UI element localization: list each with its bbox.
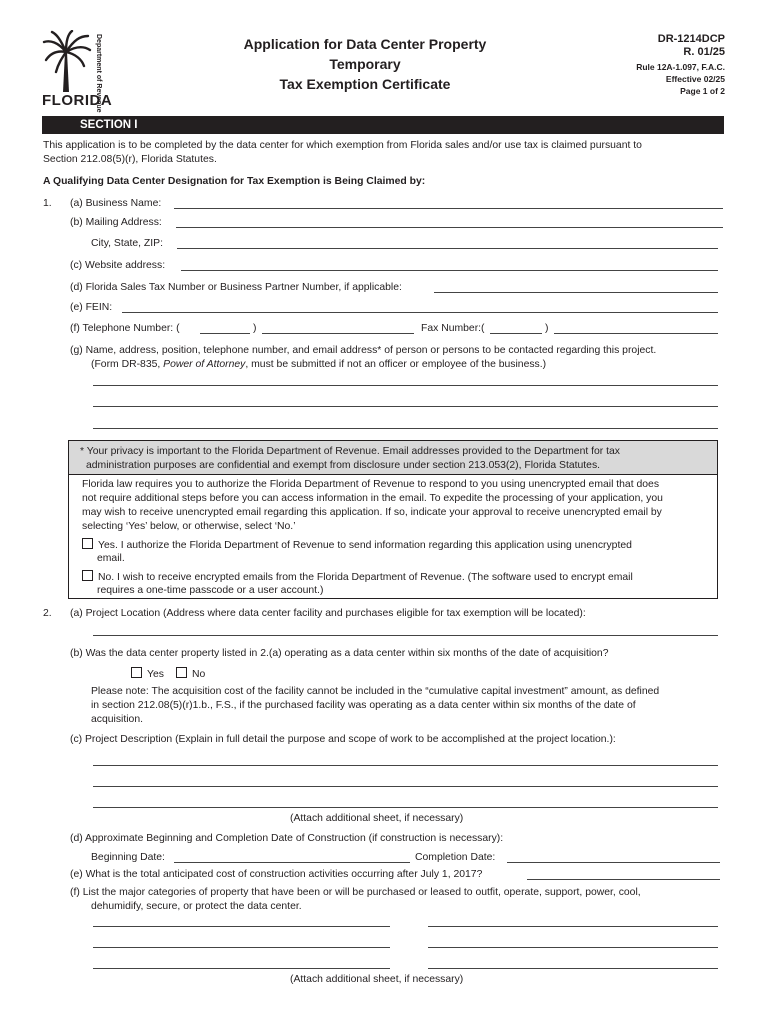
fax-number-field[interactable]	[554, 333, 718, 334]
operating-yes-checkbox[interactable]	[131, 667, 142, 678]
business-name-label: (a) Business Name:	[70, 198, 162, 209]
completion-date-field[interactable]	[507, 862, 720, 863]
website-field[interactable]	[181, 270, 718, 271]
business-name-field[interactable]	[174, 208, 723, 209]
email-no-checkbox[interactable]	[82, 570, 93, 581]
contact-person-field-2[interactable]	[93, 406, 718, 407]
property-category-field-3[interactable]	[93, 947, 390, 948]
mailing-address-label: (b) Mailing Address:	[70, 217, 162, 228]
operating-yes-text: Yes	[147, 669, 164, 680]
project-description-label: (c) Project Description (Explain in full detail the purpose and scope of work to be accomplished at the project location.):	[70, 734, 616, 745]
form-meta	[636, 33, 725, 97]
form-title	[200, 34, 530, 94]
telephone-paren: )	[253, 323, 257, 334]
privacy-notice-line-2: administration purposes are confidential and exempt from disclosure under section 213.053(2), Florida Statutes.	[86, 460, 601, 471]
operating-no-checkbox[interactable]	[176, 667, 187, 678]
privacy-notice-line-1: * Your privacy is important to the Florida Department of Revenue. Email addresses provided to the Department for tax	[80, 446, 621, 457]
fein-label: (e) FEIN:	[70, 302, 113, 313]
sales-tax-number-label: (d) Florida Sales Tax Number or Business Partner Number, if applicable:	[70, 282, 402, 293]
fax-label: Fax Number:(	[421, 323, 485, 334]
project-location-field[interactable]	[93, 635, 718, 636]
operating-no-text: No	[192, 669, 206, 680]
construction-cost-label: (e) What is the total anticipated cost of construction activities occurring after July 1, 2017?	[70, 869, 483, 880]
email-law-line-1: Florida law requires you to authorize the Florida Department of Revenue to respond to you using unencrypted email that does	[82, 479, 660, 490]
contact-person-field-1[interactable]	[93, 385, 718, 386]
sales-tax-number-field[interactable]	[434, 292, 718, 293]
form-effective: Effective 02/25	[665, 74, 725, 84]
form-number: DR-1214DCP	[657, 33, 725, 45]
fax-paren: )	[545, 323, 549, 334]
operating-no-option	[176, 667, 205, 682]
email-no-text-2: requires a one-time passcode or a user account.)	[97, 585, 324, 596]
project-description-field-3[interactable]	[93, 807, 718, 808]
florida-dor-logo	[42, 30, 113, 113]
property-category-field-5[interactable]	[93, 968, 390, 969]
project-location-label: (a) Project Location (Address where data center facility and purchases eligible for tax exemption will be located):	[70, 608, 586, 619]
email-yes-text-2: email.	[97, 553, 125, 564]
contact-note-part-1: (Form DR-835,	[91, 359, 164, 370]
email-no-text: No. I wish to receive encrypted emails from the Florida Department of Revenue. (The software used to encrypt email	[98, 572, 633, 583]
email-law-line-4: selecting ‘Yes’ below, or otherwise, select ‘No.’	[82, 521, 296, 532]
property-categories-label-2: dehumidify, secure, or protect the data center.	[91, 901, 302, 912]
fax-area-code-field[interactable]	[490, 333, 542, 334]
operating-question-label: (b) Was the data center property listed in 2.(a) operating as a data center within six months of the date of acquisition?	[70, 648, 609, 659]
power-of-attorney-text: Power of Attorney	[163, 359, 246, 370]
form-revision: R. 01/25	[683, 46, 725, 58]
mailing-address-field[interactable]	[176, 227, 723, 228]
item-2-number: 2.	[43, 608, 52, 619]
contact-person-note	[91, 358, 546, 372]
completion-date-label: Completion Date:	[415, 852, 496, 863]
designation-heading: A Qualifying Data Center Designation for Tax Exemption is Being Claimed by:	[43, 176, 426, 187]
contact-note-part-3: , must be submitted if not an officer or employee of the business.)	[245, 359, 547, 370]
dept-vertical-text: Department of Revenue	[95, 34, 102, 113]
city-state-zip-label: City, State, ZIP:	[91, 238, 163, 249]
property-category-field-1[interactable]	[93, 926, 390, 927]
acquisition-note-3: acquisition.	[91, 714, 143, 725]
acquisition-note-2: in section 212.08(5)(r)1.b., F.S., if the purchased facility was operating as a data center within six months of the date of	[91, 700, 636, 711]
telephone-label: (f) Telephone Number: (	[70, 323, 180, 334]
fein-field[interactable]	[122, 312, 718, 313]
title-line-3: Tax Exemption Certificate	[279, 76, 451, 92]
beginning-date-label: Beginning Date:	[91, 852, 165, 863]
email-yes-checkbox[interactable]	[82, 538, 93, 549]
telephone-area-code-field[interactable]	[200, 333, 250, 334]
section-1-title: SECTION I	[80, 119, 138, 131]
florida-logo-text: FLORIDA	[42, 92, 113, 109]
email-no-option	[82, 570, 633, 585]
email-law-line-3: may wish to receive unencrypted email regarding this application. If so, indicate your approval to receive unencrypted email by	[82, 507, 662, 518]
page-number: Page 1 of 2	[680, 86, 725, 96]
website-label: (c) Website address:	[70, 260, 166, 271]
section-1-bar	[42, 116, 724, 134]
beginning-date-field[interactable]	[174, 862, 410, 863]
property-categories-label-1: (f) List the major categories of property that have been or will be purchased or leased to outfit, operate, support, power, cool,	[70, 887, 641, 898]
title-line-2: Temporary	[329, 56, 401, 72]
operating-yes-option	[131, 667, 164, 682]
project-description-field-1[interactable]	[93, 765, 718, 766]
intro-text-2: Section 212.08(5)(r), Florida Statutes.	[43, 154, 217, 165]
email-law-line-2: not require additional steps before you can access information in the email. To expedite the processing of your application, you	[82, 493, 663, 504]
property-category-field-4[interactable]	[428, 947, 718, 948]
contact-person-label: (g) Name, address, position, telephone number, and email address* of person or persons to be contacted regarding this project.	[70, 345, 657, 356]
email-yes-option	[82, 538, 632, 553]
acquisition-note-1: Please note: The acquisition cost of the facility cannot be included in the “cumulative capital investment” amount, as defined	[91, 686, 660, 697]
project-description-field-2[interactable]	[93, 786, 718, 787]
construction-dates-label: (d) Approximate Beginning and Completion Date of Construction (if construction is necessary):	[70, 833, 504, 844]
attach-sheet-note-1: (Attach additional sheet, if necessary)	[290, 813, 464, 824]
item-1-number: 1.	[43, 198, 52, 209]
construction-cost-field[interactable]	[527, 879, 720, 880]
intro-text-1: This application is to be completed by the data center for which exemption from Florida sales and/or use tax is claimed pursuant to	[43, 140, 642, 151]
contact-person-field-3[interactable]	[93, 428, 718, 429]
attach-sheet-note-2: (Attach additional sheet, if necessary)	[290, 974, 464, 985]
form-rule: Rule 12A-1.097, F.A.C.	[636, 62, 725, 72]
telephone-number-field[interactable]	[262, 333, 414, 334]
city-state-zip-field[interactable]	[177, 248, 718, 249]
title-line-1: Application for Data Center Property	[243, 36, 487, 52]
property-category-field-6[interactable]	[428, 968, 718, 969]
email-yes-text: Yes. I authorize the Florida Department of Revenue to send information regarding this application using unencrypted	[98, 540, 632, 551]
property-category-field-2[interactable]	[428, 926, 718, 927]
